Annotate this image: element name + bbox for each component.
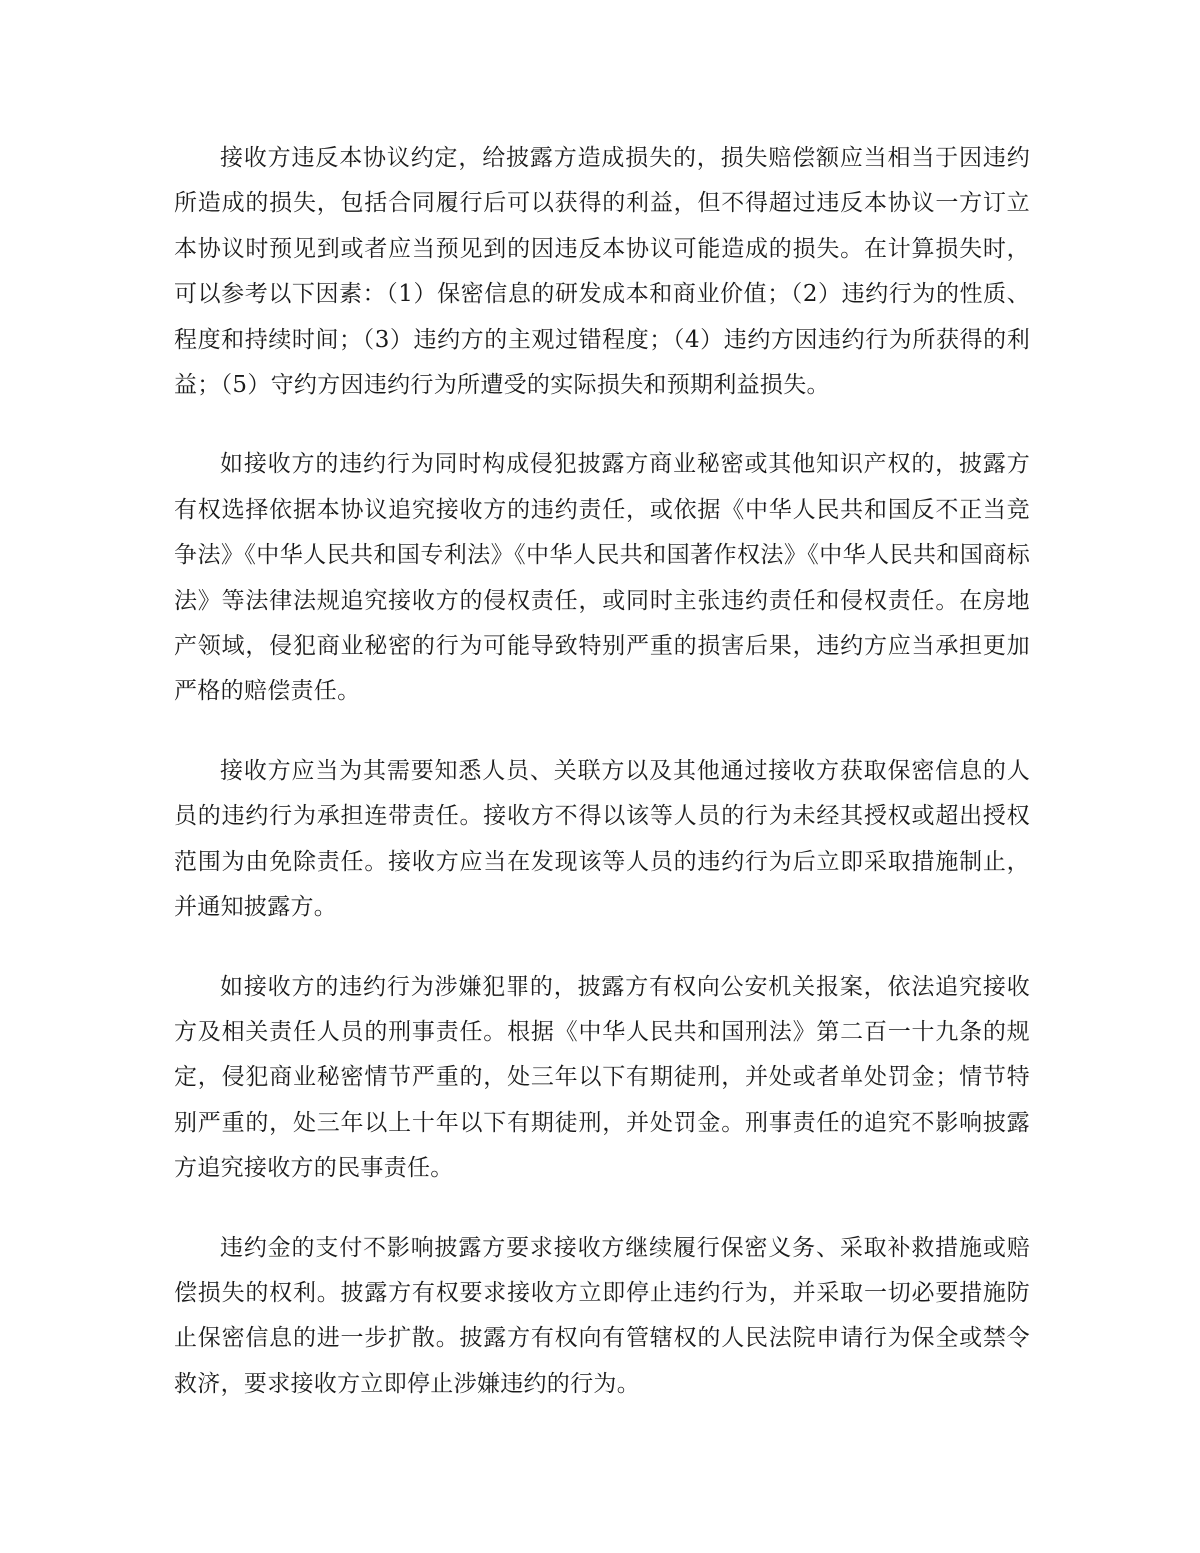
paragraph-remedies: 违约金的支付不影响披露方要求接收方继续履行保密义务、采取补救措施或赔偿损失的权利。披露方有权要求接收方立即停止违约行为，并采取一切必要措施防止保密信息的进一步扩散。披露方有权向有管辖权的人民法院申请行为保全或禁令救济，要求接收方立即停止涉嫌违约的行为。 [174,1234,1030,1397]
document-body [174,136,1030,1441]
paragraph-criminal-liability: 如接收方的违约行为涉嫌犯罪的，披露方有权向公安机关报案，依法追究接收方及相关责任人员的刑事责任。根据《中华人民共和国刑法》第二百一十九条的规定，侵犯商业秘密情节严重的，处三年以下有期徒刑，并处或者单处罚金；情节特别严重的，处三年以上十年以下有期徒刑，并处罚金。刑事责任的追究不影响披露方追究接收方的民事责任。 [174,973,1030,1182]
paragraph-infringement-liability: 如接收方的违约行为同时构成侵犯披露方商业秘密或其他知识产权的，披露方有权选择依据本协议追究接收方的违约责任，或依据《中华人民共和国反不正当竞争法》《中华人民共和国专利法》《中华人民共和国著作权法》《中华人民共和国商标法》等法律法规追究接收方的侵权责任，或同时主张违约责任和侵权责任。在房地产领域，侵犯商业秘密的行为可能导致特别严重的损害后果，违约方应当承担更加严格的赔偿责任。 [174,451,1030,705]
paragraph-damages-calculation: 接收方违反本协议约定，给披露方造成损失的，损失赔偿额应当相当于因违约所造成的损失，包括合同履行后可以获得的利益，但不得超过违反本协议一方订立本协议时预见到或者应当预见到的因违反本协议可能造成的损失。在计算损失时，可以参考以下因素：（1）保密信息的研发成本和商业价值；（2）违约行为的性质、程度和持续时间；（3）违约方的主观过错程度；（4）违约方因违约行为所获得的利益；（5）守约方因违约行为所遭受的实际损失和预期利益损失。 [174,145,1030,399]
paragraph-joint-liability: 接收方应当为其需要知悉人员、关联方以及其他通过接收方获取保密信息的人员的违约行为承担连带责任。接收方不得以该等人员的行为未经其授权或超出授权范围为由免除责任。接收方应当在发现该等人员的违约行为后立即采取措施制止，并通知披露方。 [174,757,1030,921]
